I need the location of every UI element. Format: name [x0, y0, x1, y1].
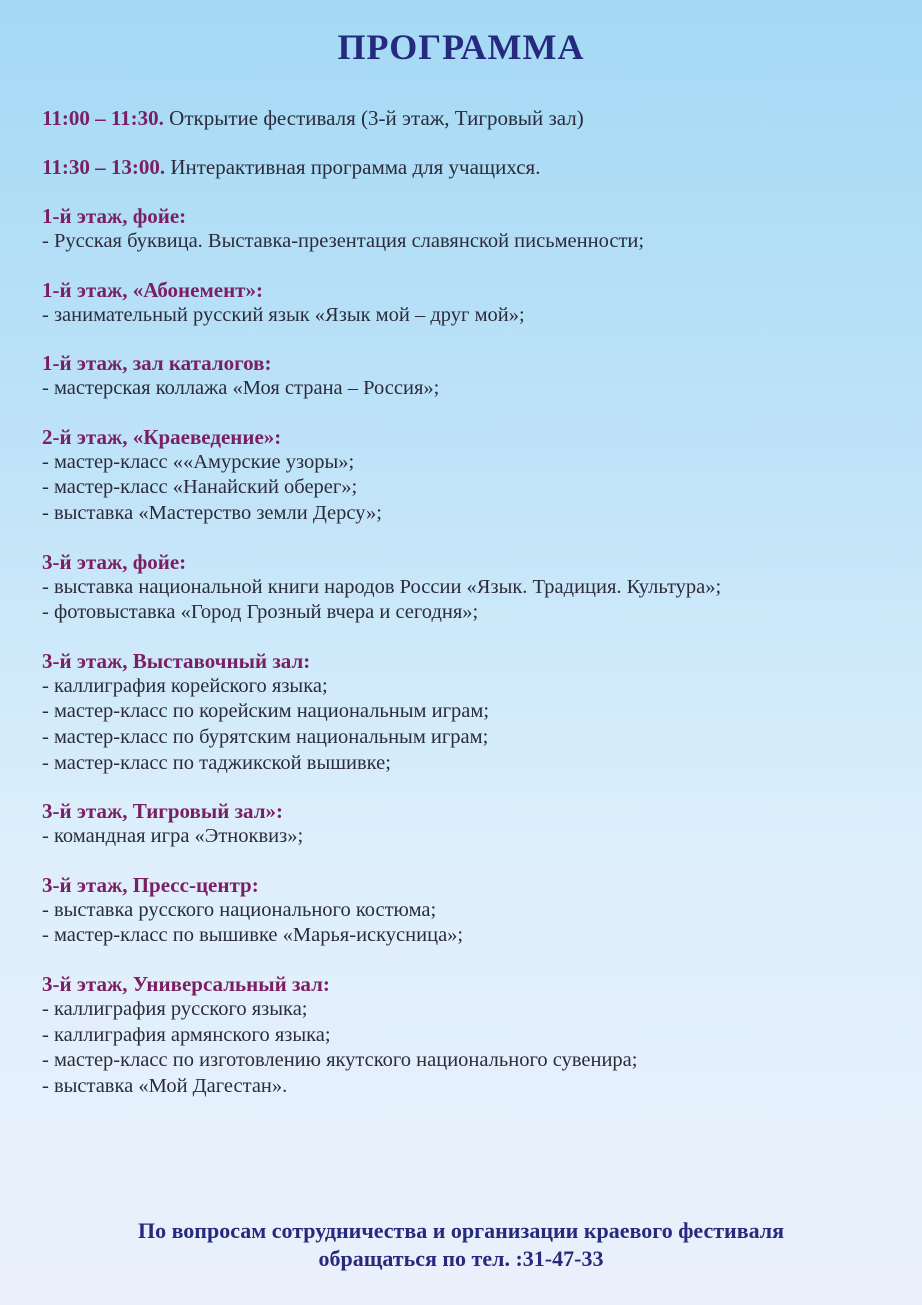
section-heading: 2-й этаж, «Краеведение»:	[42, 424, 282, 449]
page-title: ПРОГРАММА	[337, 27, 585, 67]
footer-phone-line: обращаться по тел. :31-47-33	[318, 1246, 604, 1271]
section-heading: 3-й этаж, Универсальный зал:	[42, 971, 330, 996]
section-items	[42, 575, 912, 626]
section-items	[42, 898, 912, 949]
section-items	[42, 376, 912, 402]
section-items	[42, 450, 912, 527]
section-heading: 1-й этаж, фойе:	[42, 204, 187, 228]
section-items	[42, 303, 912, 329]
list-item: - мастер-класс по изготовлению якутского национального сувенира;	[42, 1049, 638, 1072]
section-items	[42, 997, 912, 1099]
list-item: - каллиграфия армянского языка;	[42, 1023, 331, 1046]
section-heading: 3-й этаж, Выставочный зал:	[42, 648, 311, 673]
list-item: - мастер-класс ««Амурские узоры»;	[42, 450, 355, 473]
section-floor1-abonement	[42, 277, 912, 329]
section-heading: 1-й этаж, «Абонемент»:	[42, 277, 263, 302]
section-floor3-exhibition-hall	[42, 648, 912, 776]
footer-line: По вопросам сотрудничества и организации краевого фестиваля	[137, 1218, 785, 1243]
list-item: - Русская буквица. Выставка-презентация славянской письменности;	[42, 230, 645, 252]
section-floor1-foyer	[42, 203, 912, 255]
section-heading: 1-й этаж, зал каталогов:	[42, 351, 272, 376]
list-item: - выставка русского национального костюма;	[42, 898, 437, 921]
section-floor2-local-history	[42, 424, 912, 527]
list-item: - фотовыставка «Город Грозный вчера и сегодня»;	[42, 601, 479, 624]
list-item: - выставка «Мастерство земли Дерсу»;	[42, 501, 382, 524]
schedule-line-opening	[42, 105, 912, 131]
schedule-line-interactive	[42, 154, 912, 180]
section-floor3-foyer	[42, 549, 912, 626]
section-items	[42, 674, 912, 776]
section-items	[42, 824, 912, 850]
contact-footer	[0, 1217, 922, 1273]
section-floor1-catalogs	[42, 350, 912, 402]
list-item: - мастер-класс по корейским национальным играм;	[42, 700, 490, 723]
section-heading: 3-й этаж, фойе:	[42, 549, 187, 574]
list-item: - мастер-класс по бурятским национальным играм;	[42, 725, 489, 748]
list-item: - мастерская коллажа «Моя страна – Россия»;	[42, 377, 440, 400]
list-item: - выставка «Мой Дагестан».	[42, 1074, 288, 1097]
schedule-text: Интерактивная программа для учащихся.	[165, 155, 541, 179]
section-floor3-tiger-hall	[42, 798, 912, 850]
schedule-time: 11:30 – 13:00.	[42, 155, 166, 179]
list-item: - каллиграфия русского языка;	[42, 997, 308, 1020]
section-items	[42, 229, 912, 255]
schedule-text: Открытие фестиваля (3-й этаж, Тигровый зал)	[163, 106, 584, 130]
section-floor3-universal-hall	[42, 971, 912, 1099]
list-item: - мастер-класс по вышивке «Марья-искусница»;	[42, 924, 464, 947]
list-item: - выставка национальной книги народов России «Язык. Традиция. Культура»;	[42, 575, 722, 598]
list-item: - мастер-класс «Нанайский оберег»;	[42, 476, 358, 499]
section-heading: 3-й этаж, Пресс-центр:	[42, 872, 259, 897]
list-item: - каллиграфия корейского языка;	[42, 674, 328, 697]
section-floor3-press-center	[42, 872, 912, 949]
schedule-time: 11:00 – 11:30.	[42, 106, 164, 130]
list-item: - мастер-класс по таджикской вышивке;	[42, 751, 391, 774]
list-item: - командная игра «Этноквиз»;	[42, 825, 304, 848]
program-content	[42, 105, 912, 1121]
list-item: - занимательный русский язык «Язык мой – друг мой»;	[42, 303, 525, 326]
section-heading: 3-й этаж, Тигровый зал»:	[42, 799, 283, 824]
